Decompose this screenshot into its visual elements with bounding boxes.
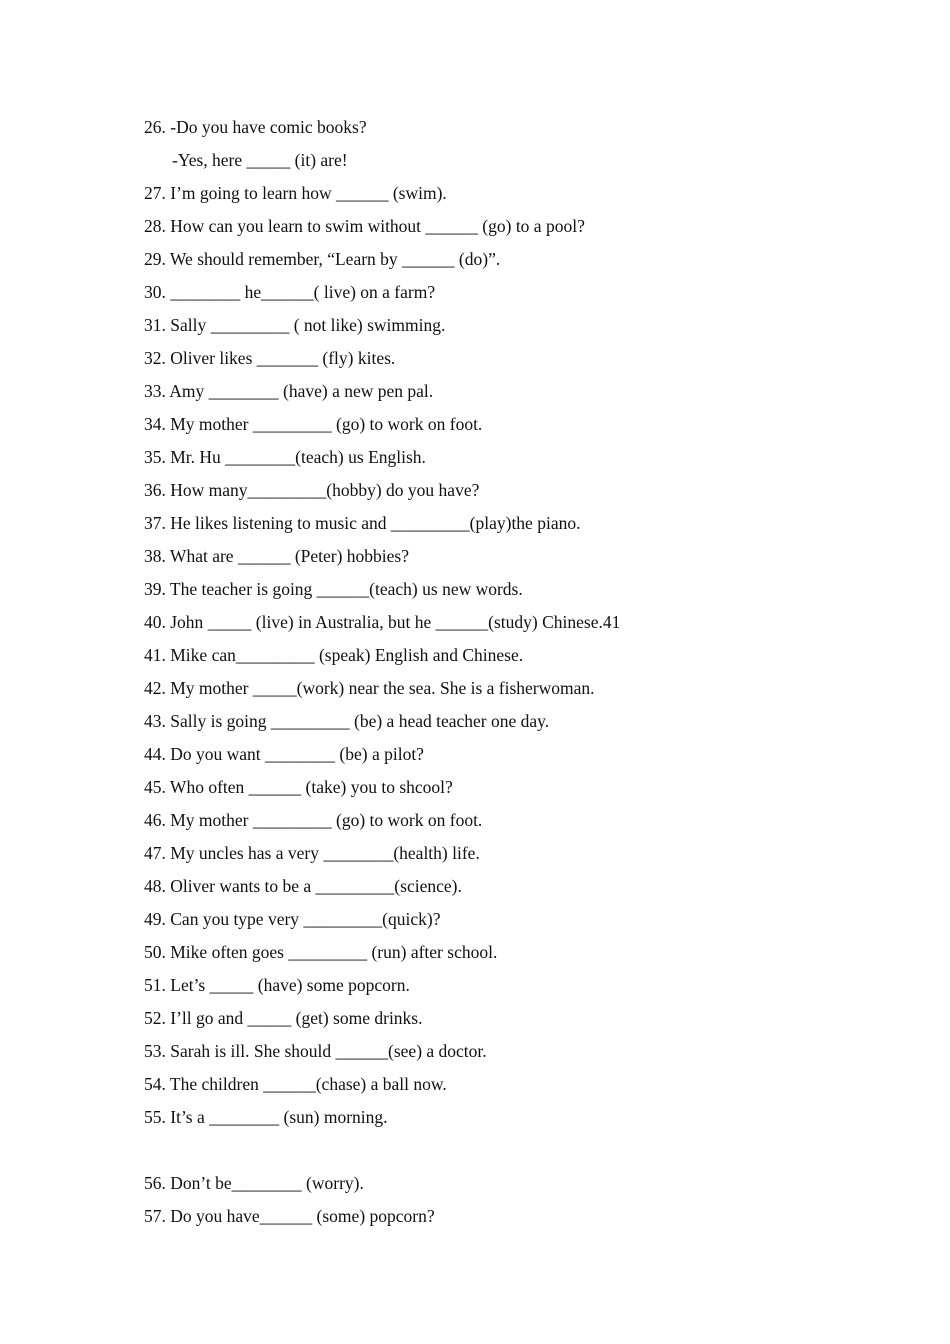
exercise-line: 36. How many_________(hobby) do you have? [144,480,480,500]
exercise-line: 47. My uncles has a very ________(health) life. [144,843,480,863]
exercise-line: 28. How can you learn to swim without ______ (go) to a pool? [144,216,585,236]
exercise-line: 35. Mr. Hu ________(teach) us English. [144,447,426,467]
exercise-line: 51. Let’s _____ (have) some popcorn. [144,975,410,995]
exercise-line: 32. Oliver likes _______ (fly) kites. [144,348,396,368]
exercise-line: 40. John _____ (live) in Australia, but he ______(study) Chinese.41 [144,612,621,632]
exercise-line: 29. We should remember, “Learn by ______ (do)”. [144,249,501,269]
exercise-line: 34. My mother _________ (go) to work on foot. [144,414,483,434]
exercise-line: 43. Sally is going _________ (be) a head teacher one day. [144,711,550,731]
exercise-line: 56. Don’t be________ (worry). [144,1173,364,1193]
exercise-line: 27. I’m going to learn how ______ (swim). [144,183,447,203]
exercise-line: 48. Oliver wants to be a _________(science). [144,876,462,896]
exercise-line: 44. Do you want ________ (be) a pilot? [144,744,424,764]
exercise-line: 57. Do you have______ (some) popcorn? [144,1206,435,1226]
exercise-line: 52. I’ll go and _____ (get) some drinks. [144,1008,423,1028]
exercise-line: 45. Who often ______ (take) you to shcool? [144,777,453,797]
exercise-line: 55. It’s a ________ (sun) morning. [144,1107,388,1127]
exercise-line: 26. -Do you have comic books? [144,117,367,137]
exercise-line: 39. The teacher is going ______(teach) us new words. [144,579,523,599]
exercise-line: 49. Can you type very _________(quick)? [144,909,441,929]
blank-spacer [144,1134,884,1167]
exercise-line: 41. Mike can_________ (speak) English and Chinese. [144,645,524,665]
exercise-line: -Yes, here _____ (it) are! [172,150,348,170]
exercise-line: 30. ________ he______( live) on a farm? [144,282,436,302]
exercise-line: 38. What are ______ (Peter) hobbies? [144,546,410,566]
exercise-list [144,111,884,1233]
exercise-line: 33. Amy ________ (have) a new pen pal. [144,381,434,401]
exercise-line: 54. The children ______(chase) a ball now. [144,1074,447,1094]
exercise-line: 53. Sarah is ill. She should ______(see) a doctor. [144,1041,487,1061]
exercise-line: 37. He likes listening to music and _________(play)the piano. [144,513,581,533]
exercise-line: 50. Mike often goes _________ (run) after school. [144,942,498,962]
exercise-line: 31. Sally _________ ( not like) swimming. [144,315,446,335]
exercise-line: 42. My mother _____(work) near the sea. She is a fisherwoman. [144,678,595,698]
exercise-line: 46. My mother _________ (go) to work on foot. [144,810,483,830]
